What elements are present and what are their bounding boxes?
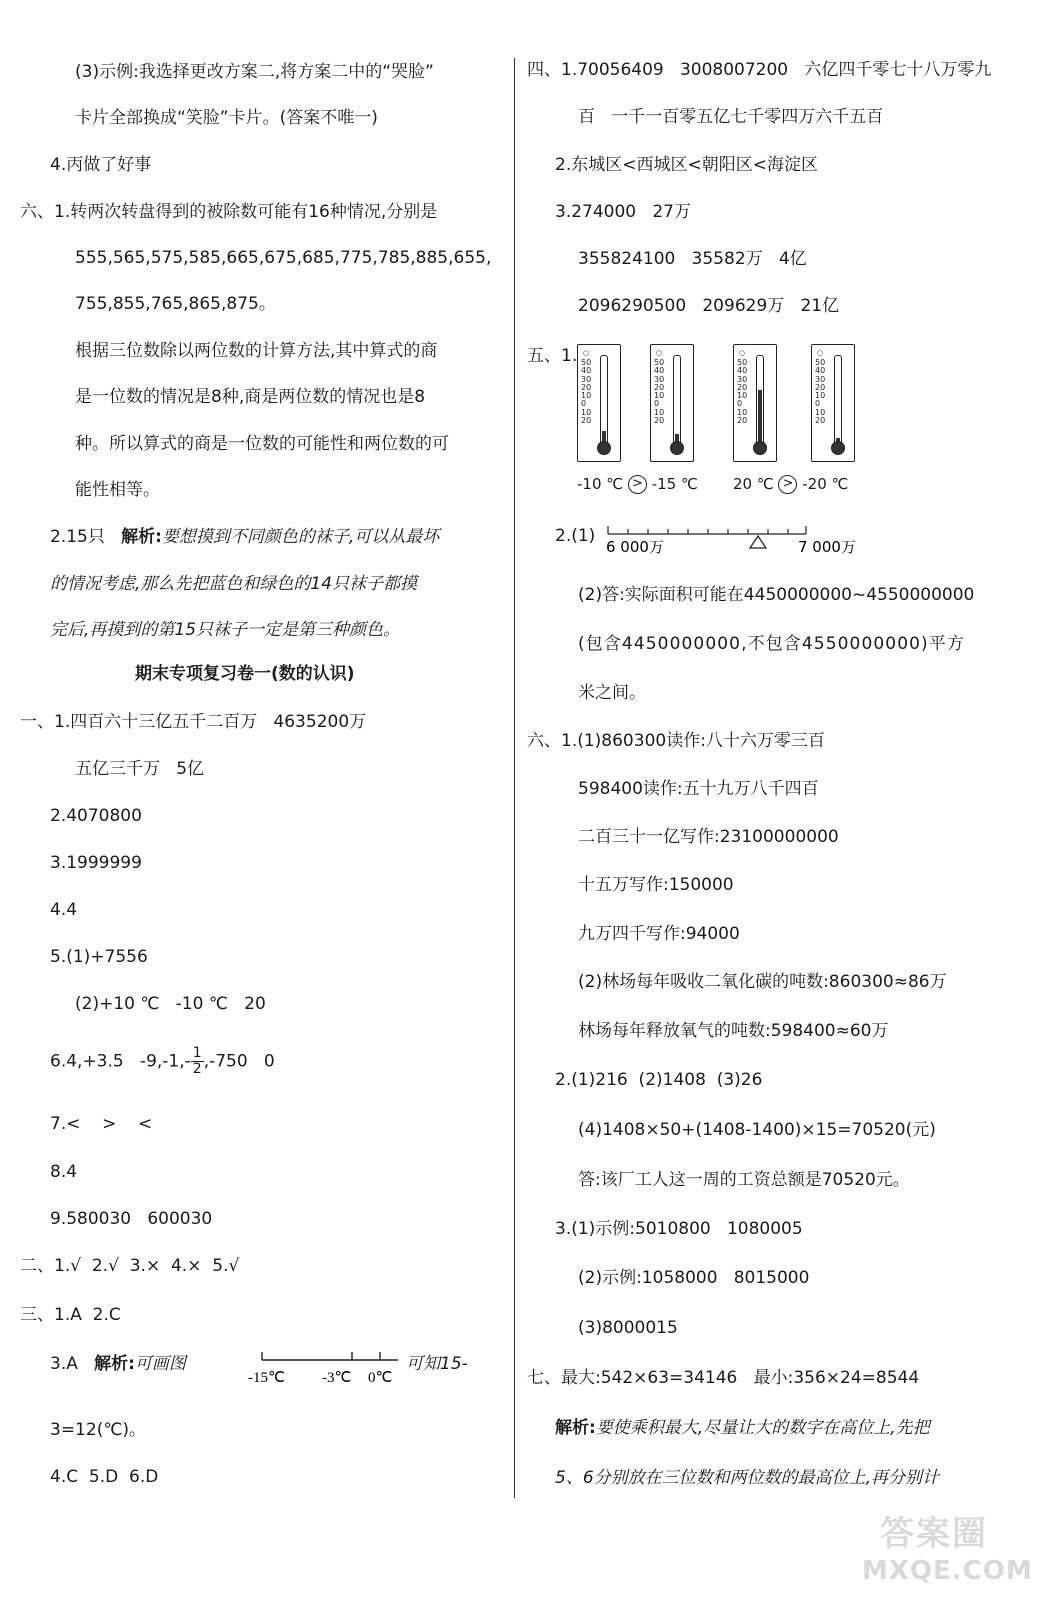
fraction [191,1046,204,1077]
text-line: 755,855,765,865,875。 [75,294,276,314]
fraction-denominator: 2 [192,1061,202,1077]
text-line: (3)示例:我选择更改方案二,将方案二中的“哭脸” [75,62,434,82]
analysis-label: 解析: [121,527,162,547]
temperature-number-line [246,1346,406,1388]
tick-label: -3℃ [322,1370,352,1386]
text-line: 答:该厂工人这一周的工资总额是70520元。 [578,1170,910,1190]
text-line: 七、最大:542×63=34146 最小:356×24=8544 [527,1368,920,1388]
text-line [50,525,439,549]
text-line: 555,565,575,585,665,675,685,775,785,885,655, [75,248,492,268]
temperature-value: -20 ℃ [802,475,849,493]
text-line: 三、1.A 2.C [20,1305,121,1325]
text-line: 2.(1) [555,526,596,546]
answer: 6.4,+3.5 -9,-1,- [50,1051,191,1072]
thermometer [577,344,621,462]
triangle-marker [750,536,766,548]
text-line: 根据三位数除以两位数的计算方法,其中算式的商 [75,341,438,361]
text-line: 五亿三千万 5亿 [75,759,205,779]
text-line: 一、1.四百六十三亿五千二百万 4635200万 [20,712,367,732]
text-line: 二百三十一亿写作:23100000000 [578,827,839,847]
comparison-sign: > [628,475,647,494]
fraction-numerator: 1 [192,1045,202,1061]
text-line: 卡片全部换成“笑脸”卡片。(答案不唯一) [75,108,378,128]
temperature-value: 20 ℃ [733,475,774,493]
text-line: 六、1.(1)860300读作:八十六万零三百 [527,731,825,751]
text-line: 九万四千写作:94000 [578,924,740,944]
text-line: 2.4070800 [50,806,142,826]
temperature-value: -10 ℃ [577,475,624,493]
thermometer-top: ○ [817,349,824,357]
analysis-label: 解析: [94,1354,135,1374]
text-line: 十五万写作:150000 [578,875,734,895]
text-line: 5、6分别放在三位数和两位数的最高位上,再分别计 [555,1468,940,1488]
text-line: 3.1999999 [50,853,142,873]
text-line: 二、1.√ 2.√ 3.× 4.× 5.√ [20,1256,240,1276]
thermometer [733,344,777,462]
thermometer-top: ○ [739,349,746,357]
text-line: (3)8000015 [578,1318,678,1338]
watermark-url: MXQE.COM [862,1556,1033,1586]
text-line: 百 一千一百零五亿七千零四万六千五百 [578,107,884,127]
analysis-text: 要想摸到不同颜色的袜子,可以从最坏 [161,527,440,547]
tick-label: 7 000万 [798,538,856,556]
analysis-label: 解析: [555,1418,596,1438]
thermometer-tube [673,355,681,445]
text-line: 种。所以算式的商是一位数的可能性和两位数的可 [75,434,449,454]
answer: 3.A [50,1354,78,1374]
column-divider [514,58,515,1498]
thermometer-bulb [753,441,767,455]
thermometer-bulb [670,441,684,455]
text-line [50,1352,186,1376]
text-line: 4.4 [50,900,78,920]
temperature-value: -15 ℃ [651,475,698,493]
text-line: (2)林场每年吸收二氧化碳的吨数:860300≈86万 [578,972,947,992]
watermark-logo: 答案圈 [880,1514,988,1554]
comparison [733,472,848,496]
thermometer [811,344,855,462]
comparison-sign: > [778,475,797,494]
thermometer-scale: 50 40 30 20 10 0 10 20 [815,358,826,426]
text-line: 3.(1)示例:5010800 1080005 [555,1219,803,1239]
comparison [577,472,698,496]
mercury-level [758,390,762,443]
text-line: 3.274000 27万 [555,202,691,222]
analysis-text: 可知15- [406,1354,468,1374]
section-title: 期末专项复习卷一(数的认识) [135,664,355,684]
text-line: 米之间。 [578,683,646,703]
thermometer-tube [834,355,842,445]
text-line: 9.580030 600030 [50,1209,213,1229]
text-line: 能性相等。 [75,480,160,500]
thermometer-bulb [831,441,845,455]
text-line: 是一位数的情况是8种,商是两位数的情况也是8 [75,387,426,407]
area-number-line [600,520,870,560]
thermometer-scale: 50 40 30 20 10 0 10 20 [654,358,665,426]
text-line: 3=12(℃)。 [50,1420,147,1440]
text-line [555,1416,930,1440]
text-line: (2)示例:1058000 8015000 [578,1268,810,1288]
text-line: (4)1408×50+(1408-1400)×15=70520(元) [578,1120,936,1140]
thermometer-scale: 50 40 30 20 10 0 10 20 [737,358,748,426]
text-line: 8.4 [50,1162,78,1182]
text-line: 2.(1)216 (2)1408 (3)26 [555,1070,763,1090]
text-line: 的情况考虑,那么先把蓝色和绿色的14只袜子都摸 [50,574,418,594]
thermometer-top: ○ [583,349,590,357]
text-line: (2)答:实际面积可能在4450000000~4550000000 [578,585,975,605]
text-line: 355824100 35582万 4亿 [578,249,807,269]
text-line: 4.C 5.D 6.D [50,1467,159,1487]
text-line: 六、1.转两次转盘得到的被除数可能有16种情况,分别是 [20,202,438,222]
text-line: 2096290500 209629万 21亿 [578,296,840,316]
tick-label: 0℃ [368,1370,393,1386]
analysis-text: 要使乘积最大,尽量让大的数字在高位上,先把 [595,1418,930,1438]
thermometer-top: ○ [656,349,663,357]
thermometer-scale: 50 40 30 20 10 0 10 20 [581,358,592,426]
answer: 2.15只 [50,527,105,547]
text-line: 598400读作:五十九万八千四百 [578,779,819,799]
analysis-text: 可画图 [134,1354,186,1374]
text-line: 完后,再摸到的第15只袜子一定是第三种颜色。 [50,620,401,640]
thermometer [650,344,694,462]
tick-label: -15℃ [248,1370,285,1386]
thermometer-bulb [597,441,611,455]
text-line: 4.丙做了好事 [50,155,152,175]
text-line: 林场每年释放氧气的吨数:598400≈60万 [578,1021,889,1041]
text-line: 2.东城区<西城区<朝阳区<海淀区 [555,155,818,175]
text-line: (包含4450000000,不包含4550000000)平方 [578,634,965,654]
text-line [50,1046,275,1077]
text-line: 5.(1)+7556 [50,947,148,967]
text-line: 五、1. [527,346,578,366]
text-line: 四、1.70056409 3008007200 六亿四千零七十八万零九 [527,60,992,80]
tick-label: 6 000万 [606,538,664,556]
text-line: (2)+10 ℃ -10 ℃ 20 [75,994,266,1014]
answer: ,-750 0 [203,1051,275,1072]
text-line: 7.< > < [50,1114,153,1134]
